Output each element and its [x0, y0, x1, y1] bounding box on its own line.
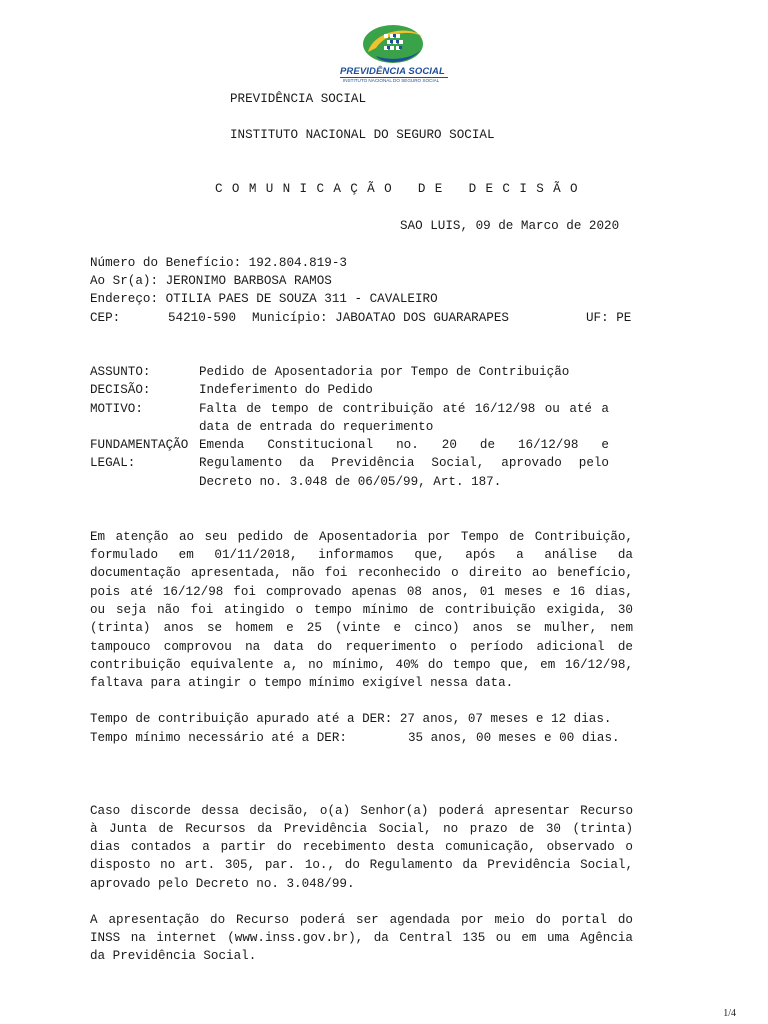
recipient-name: Ao Sr(a): JERONIMO BARBOSA RAMOS: [90, 274, 332, 288]
paragraph-1-line: contribuição equivalente a, no mínimo, 40% do tempo que, em 16/12/98,: [90, 658, 633, 672]
page-number: 1/4: [723, 1008, 736, 1019]
decisao-label: DECISÃO:: [90, 383, 151, 397]
paragraph-1-line: tampouco comprovou na data do requerimento o período adicional de: [90, 640, 633, 654]
paragraph-3-line: A apresentação do Recurso poderá ser agendada por meio do portal do: [90, 913, 633, 927]
fundamentacao-line-3: Decreto no. 3.048 de 06/05/99, Art. 187.: [199, 475, 502, 489]
logo-subtitle: INSTITUTO NACIONAL DO SEGURO SOCIAL: [343, 78, 440, 83]
motivo-line-2: data de entrada do requerimento: [199, 420, 434, 434]
paragraph-3-line: INSS na internet (www.inss.gov.br), da Central 135 ou em uma Agência: [90, 931, 633, 945]
paragraph-1-line: ou seja não foi atingido o tempo mínimo de contribuição exigida, 30: [90, 603, 633, 617]
tempo-minimo-label: Tempo mínimo necessário até a DER:: [90, 731, 347, 745]
fundamentacao-label: FUNDAMENTAÇÃO: [90, 438, 189, 452]
paragraph-1-line: (trinta) anos se homem e 25 (vinte e cinco) anos se mulher, nem: [90, 621, 633, 635]
paragraph-2-line: Caso discorde dessa decisão, o(a) Senhor(a) poderá apresentar Recurso: [90, 804, 633, 818]
paragraph-1-line: pois até 16/12/98 foi comprovado apenas 08 anos, 01 meses e 16 dias,: [90, 585, 633, 599]
cep-value: 54210-590: [168, 311, 237, 325]
motivo-label: MOTIVO:: [90, 402, 143, 416]
place-date: SAO LUIS, 09 de Marco de 2020: [400, 219, 620, 233]
uf: UF: PE: [586, 311, 632, 325]
tempo-apurado: Tempo de contribuição apurado até a DER: 27 anos, 07 meses e 12 dias.: [90, 712, 612, 726]
fundamentacao-line-1: Emenda Constitucional no. 20 de 16/12/98 e: [199, 438, 609, 452]
cep-label: CEP:: [90, 311, 121, 325]
paragraph-2-line: aprovado pelo Decreto no. 3.048/99.: [90, 877, 355, 891]
fundamentacao-line-2: Regulamento da Previdência Social, aprovado pelo: [199, 456, 609, 470]
paragraph-2-line: disposto no art. 305, par. 1o., do Regulamento da Previdência Social,: [90, 858, 633, 872]
paragraph-1-line: formulado em 01/11/2018, informamos que, após a análise da: [90, 548, 633, 562]
decisao-value: Indeferimento do Pedido: [199, 383, 373, 397]
header-line-2: INSTITUTO NACIONAL DO SEGURO SOCIAL: [230, 128, 495, 142]
legal-label: LEGAL:: [90, 456, 136, 470]
paragraph-1-line: faltava para atingir o tempo mínimo exigível nessa data.: [90, 676, 514, 690]
assunto-value: Pedido de Aposentadoria por Tempo de Contribuição: [199, 365, 570, 379]
assunto-label: ASSUNTO:: [90, 365, 151, 379]
logo-name: PREVIDÊNCIA SOCIAL: [340, 66, 445, 77]
recipient-address: Endereço: OTILIA PAES DE SOUZA 311 - CAVALEIRO: [90, 292, 438, 306]
beneficio-number: Número do Benefício: 192.804.819-3: [90, 256, 347, 270]
municipio: Município: JABOATAO DOS GUARARAPES: [252, 311, 509, 325]
document-title: COMUNICAÇÃO DE DECISÃO: [215, 182, 587, 196]
tempo-minimo-value: 35 anos, 00 meses e 00 dias.: [408, 731, 620, 745]
paragraph-2-line: à Junta de Recursos da Previdência Social, no prazo de 30 (trinta): [90, 822, 633, 836]
paragraph-1-line: Em atenção ao seu pedido de Aposentadoria por Tempo de Contribuição,: [90, 530, 633, 544]
paragraph-1-line: documentação apresentada, não foi reconhecido o direito ao benefício,: [90, 566, 633, 580]
header-line-1: PREVIDÊNCIA SOCIAL: [230, 92, 367, 106]
paragraph-2-line: dias contados a partir do recebimento desta comunicação, observado o: [90, 840, 633, 854]
paragraph-3-line: da Previdência Social.: [90, 949, 257, 963]
motivo-line-1: Falta de tempo de contribuição até 16/12/98 ou até a: [199, 402, 609, 416]
